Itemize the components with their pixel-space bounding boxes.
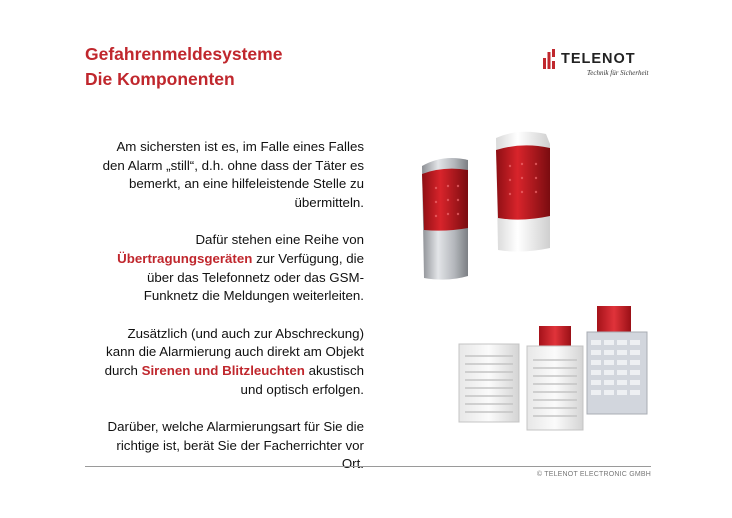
title-line-1: Gefahrenmeldesysteme (85, 44, 283, 64)
sirens-strobes-image (455, 304, 651, 432)
telenot-logo-mark-icon (543, 49, 559, 73)
paragraph-2 (96, 231, 364, 305)
page-title (85, 42, 282, 92)
footer-divider (85, 466, 651, 467)
paragraph-3-start: Zusätzlich (und auch zur Abschreckung) kann die Alarmierung auch direkt am Objekt durch (104, 325, 364, 378)
logo-wordmark: TELENOT (561, 51, 636, 67)
transmission-devices-image (418, 130, 576, 285)
body-text (96, 138, 364, 493)
paragraph-2-end: zur Verfügung, die über das Telefonnetz oder das GSM-Funknetz die Meldungen weiterleiten. (143, 250, 364, 304)
paragraph-4: Darüber, welche Alarmierungsart für Sie die richtige ist, berät Sie der Facherrichter vor Ort. (107, 419, 364, 472)
paragraph-2-start: Dafür stehen eine Reihe von (195, 232, 364, 248)
highlight-uebertragungsgeraete: Übertragungsgeräten (117, 250, 253, 266)
paragraph-3 (96, 325, 364, 399)
highlight-sirenen: Sirenen und Blitzleuchten (141, 362, 305, 378)
telenot-logo (543, 47, 663, 87)
title-line-2: Die Komponenten (85, 69, 235, 89)
logo-tagline: Technik für Sicherheit (587, 69, 649, 77)
paragraph-1: Am sichersten ist es, im Falle eines Falles den Alarm „still“, d.h. ohne dass der Täter es bemerkt, an eine hilfeleistende Stelle zu übermitteln. (102, 139, 364, 210)
paragraph-3-end: akustisch und optisch erfolgen. (240, 362, 364, 397)
footer-copyright: © TELENOT ELECTRONIC GMBH (536, 471, 651, 478)
